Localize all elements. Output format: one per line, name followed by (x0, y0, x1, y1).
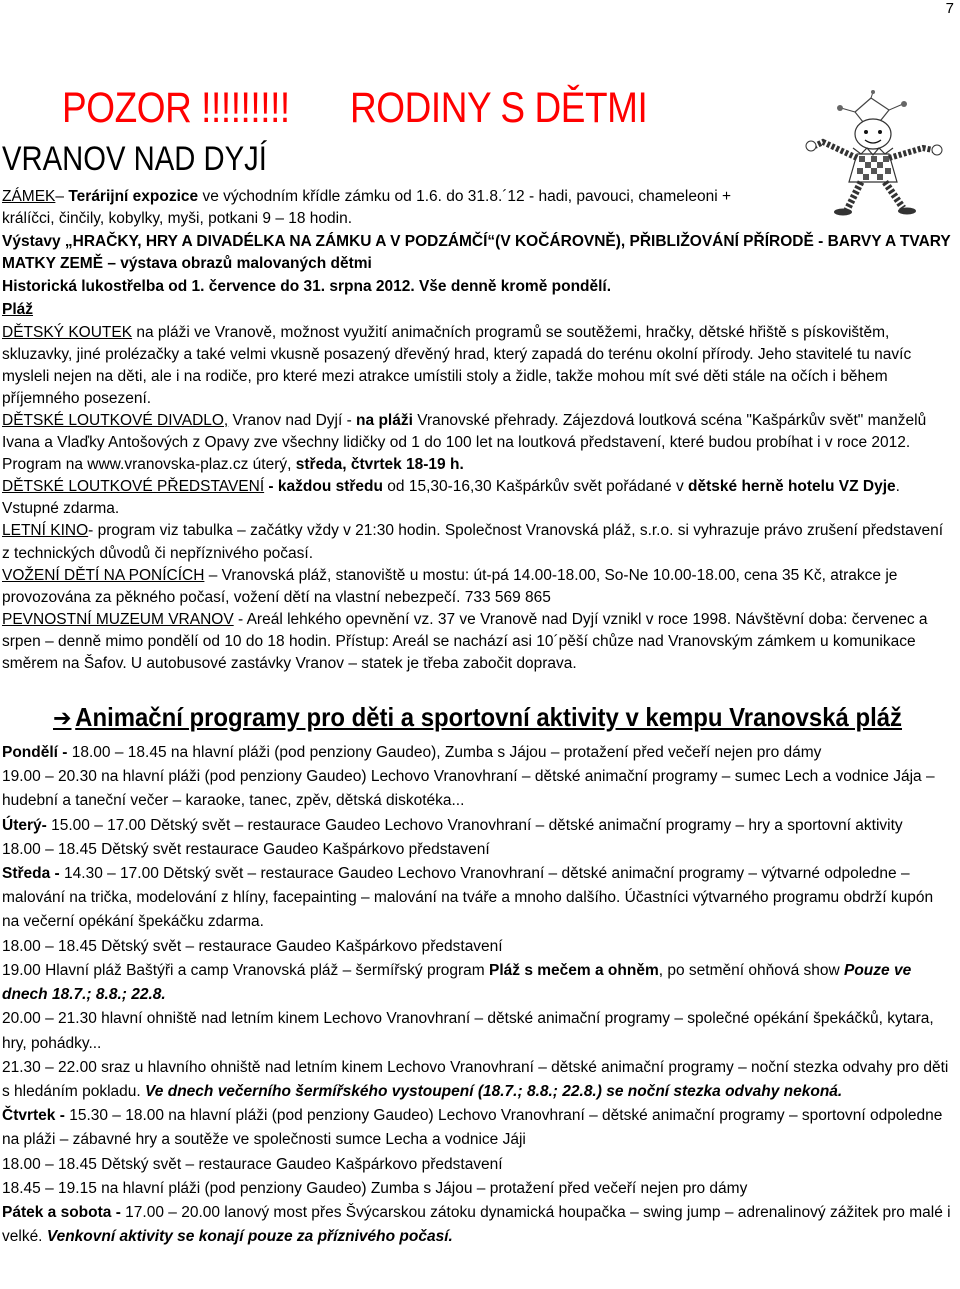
muzeum-link[interactable]: PEVNOSTNÍ MUZEUM VRANOV (2, 610, 234, 628)
main-heading (62, 84, 647, 133)
page-number: 7 (945, 0, 954, 17)
koutek-link[interactable]: DĚTSKÝ KOUTEK (2, 323, 133, 341)
predstaveni-link[interactable]: DĚTSKÉ LOUTKOVÉ PŘEDSTAVENÍ (2, 478, 265, 496)
kino-paragraph: LETNÍ KINO- program viz tabulka – začátky vždy v 21:30 hodin. Společnost Vranovská pláž, s.r.o. si vyhrazuje právo zrušení představení z technických důvodů či nepříznivého počasí. (2, 522, 944, 562)
streda-line-3: 19.00 Hlavní pláž Baštýři a camp Vranovská pláž – šermířský program Pláž s mečem a ohněm, po setmění ohňová show Pouze ve dnech 18.7.; 8.8.; 22.8. (2, 961, 912, 1004)
arrow-right-icon: ➔ (53, 705, 72, 733)
utery-line-1: Úterý- 15.00 – 17.00 Dětský svět – restaurace Gaudeo Lechovo Vranovhraní – dětské animační programy – hry a sportovní aktivity (2, 816, 903, 834)
ctvrtek-line-3: 18.45 – 19.15 na hlavní pláži (pod penziony Gaudeo) Zumba s Jájou – protažení před večeří nejen pro dámy (2, 1179, 748, 1197)
patek-line: Pátek a sobota - 17.00 – 20.00 lanový most přes Švýcarskou zátoku dynamická houpačka – swing jump – adrenalinový zážitek pro malé i velké. Venkovní aktivity se konají pouze za příznivého počasí. (2, 1203, 951, 1246)
plaz-heading: Pláž (2, 301, 34, 319)
streda-line-1: Středa - 14.30 – 17.00 Dětský svět – restaurace Gaudeo Lechovo Vranovhraní – dětské animační programy – výtvarné odpoledne – malování na trička, modelování z hlíny, facepainting – malování na tváře a mnoho dalšího. Účastníci výtvarného programu obdrží kupón na večerní opékání špekáčku zdarma. (2, 865, 934, 931)
utery-line-2: 18.00 – 18.45 Dětský svět restaurace Gaudeo Kašpárkovo představení (2, 840, 490, 858)
heading-families: RODINY S DĚTMI (349, 84, 648, 132)
predstaveni-paragraph: DĚTSKÉ LOUTKOVÉ PŘEDSTAVENÍ - každou středu od 15,30-16,30 Kašpárkův svět pořádané v dětské herně hotelu VZ Dyje. Vstupné zdarma. (2, 478, 900, 518)
kino-link[interactable]: LETNÍ KINO (2, 522, 89, 540)
ctvrtek-line-2: 18.00 – 18.45 Dětský svět – restaurace Gaudeo Kašpárkovo představení (2, 1155, 503, 1173)
zamek-paragraph: ZÁMEK– Terárijní expozice ve východním křídle zámku od 1.6. do 31.8.´12 - hadi, pavouci, chameleoni + králíčci, činčily, kobylky, myši, potkani 9 – 18 hodin. (2, 188, 732, 228)
lukostrelba-paragraph: Historická lukostřelba od 1. července do 31. srpna 2012. Vše denně kromě pondělí. (2, 278, 612, 296)
muzeum-paragraph: PEVNOSTNÍ MUZEUM VRANOV - Areál lehkého opevnění vz. 37 ve Vranově nad Dyjí vznikl v roce 1998. Návštěvní doba: červenec a srpen – denně mimo pondělí od 10 do 18 hodin. Přístup: Areál se nachází asi 10´pěší chůze nad Vranovským zámkem u komunikace směrem na Šafov. U autobusové zastávky Vranov – statek je třeba zabočit doprava. (2, 610, 928, 672)
ponici-link[interactable]: VOŽENÍ DĚTÍ NA PONÍCÍCH (2, 566, 205, 584)
document-body (2, 186, 954, 1249)
streda-line-4: 20.00 – 21.30 hlavní ohniště nad letním kinem Lechovo Vranovhraní – dětské animační programy – společné opékání špekáčků, kytara, hry, pohádky... (2, 1010, 934, 1052)
divadlo-paragraph: DĚTSKÉ LOUTKOVÉ DIVADLO, Vranov nad Dyjí - na pláži Vranovské přehrady. Zájezdová loutková scéna "Kašpárkův svět" manželů Ivana a Vlaďky Antošových z Opavy zve všechny lidičky od 1 do 100 let na loutková představení, které budou probíhat i v roce 2012. Program na www.vranovska-plaz.cz úterý, středa, čtvrtek 18-19 h. (2, 411, 927, 474)
divadlo-link[interactable]: DĚTSKÉ LOUTKOVÉ DIVADLO, (2, 411, 229, 429)
pondeli-line-2: 19.00 – 20.30 na hlavní pláži (pod penziony Gaudeo) Lechovo Vranovhraní – dětské animační programy – sumec Lech a vodnice Jája – hudební a taneční večer – karaoke, tanec, zpěv, dětská diskotéka... (2, 768, 935, 810)
zamek-link[interactable]: ZÁMEK (2, 188, 56, 205)
ctvrtek-line-1: Čtvrtek - 15.30 – 18.00 na hlavní pláži (pod penziony Gaudeo) Lechovo Vranovhraní – dětské animační programy – sportovní odpoledne na pláži – zábavné hry a soutěže ve společnosti sumce Lecha a vodnice Jáji (2, 1107, 943, 1149)
pondeli-line-1: Pondělí - 18.00 – 18.45 na hlavní pláži (pod penziony Gaudeo), Zumba s Jájou – protažení před večeří nejen pro dámy (2, 744, 822, 762)
location-heading: VRANOV NAD DYJÍ (2, 140, 267, 178)
section-title: ➔ Animační programy pro děti a sportovní aktivity v kempu Vranovská pláž (53, 702, 903, 733)
heading-warning: POZOR !!!!!!!!! (62, 84, 290, 132)
schedule (2, 741, 954, 1249)
koutek-paragraph: DĚTSKÝ KOUTEK na pláži ve Vranově, možnost využití animačních programů se soutěžemi, hračky, dětské hřiště s pískovištěm, skluzavky, jiné prolézačky a také velmi vkusně posazený dřevěný hrad, který zapadá do terénu okolní přírody. Jeho stavitelé tu navíc mysleli nejen na děti, ale i na rodiče, pro které mezi atrakce umístili stoly a židle, takže mohou mít své děti stále na očích i během příjemného posezení. (2, 323, 912, 407)
streda-line-5: 21.30 – 22.00 sraz u hlavního ohniště nad letním kinem Lechovo Vranovhraní – dětské animační programy – noční stezka odvahy pro děti s hledáním pokladu. Ve dnech večerního šermířského vystoupení (18.7.; 8.8.; 22.8.) se noční stezka odvahy nekoná. (2, 1058, 949, 1100)
vystavy-paragraph: Výstavy „HRAČKY, HRY A DIVADÉLKA NA ZÁMKU A V PODZÁMČÍ“(V KOČÁROVNĚ), PŘIBLIŽOVÁNÍ PŘÍRODĚ - BARVY A TVARY MATKY ZEMĚ – výstava obrazů malovaných dětmi (2, 233, 951, 273)
ponici-paragraph: VOŽENÍ DĚTÍ NA PONÍCÍCH – Vranovská pláž, stanoviště u mostu: út-pá 14.00-18.00, So-Ne 10.00-18.00, cena 35 Kč, atrakce je provozována za pěkného počasí, vožení dětí na vlastní nebezpečí. 733 569 865 (2, 566, 898, 606)
streda-line-2: 18.00 – 18.45 Dětský svět – restaurace Gaudeo Kašpárkovo představení (2, 937, 503, 955)
